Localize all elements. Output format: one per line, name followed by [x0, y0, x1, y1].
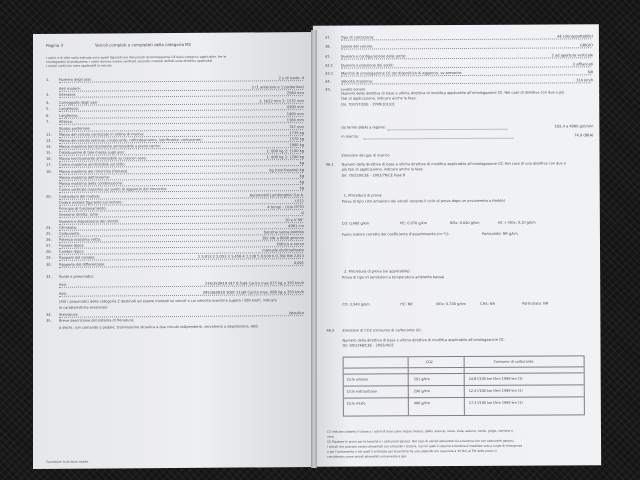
footnote-line: e per l'avviamento e nei quali il serbatoio per la benzina ha una capacità non superiore a 15 litri, ai fini delle prove si [327, 448, 497, 454]
item-number: 29. [46, 255, 52, 260]
item-value: 1: 800 kg 2: 1100 kg [266, 149, 304, 154]
item-value: 1: 800 kg 2: 1200 kg [266, 155, 304, 160]
footnote: Cancellare la dicitura inutile. [46, 459, 90, 464]
book-spine [311, 30, 317, 468]
item-value: 1900 mm [286, 112, 304, 117]
co-value: CO: 3,540 g/km [342, 302, 370, 307]
item-value: 314 km/h [576, 78, 594, 83]
item-label: Interasse: [59, 92, 77, 97]
item-label: Massa massima del rimorchio (frenato): [59, 169, 129, 174]
dotted-line [341, 66, 591, 68]
item-number: 15. [46, 150, 52, 155]
noise-still-label: da fermo dB(A) a regime: [341, 125, 386, 130]
item-number: 6. [46, 113, 50, 118]
item-label: Carico verticale massimo sul punto di aggancio del rimorchio: [59, 187, 168, 192]
co2-title: Emissioni di CO2 /consumo di carburante (il): [342, 328, 422, 333]
item-value: 2 ad apertura verticale [551, 53, 594, 58]
item-label: Potenza massima netta: [59, 237, 102, 242]
item-label: Iniezione diretta: sì/no [59, 212, 99, 217]
item-value: 4300 mm [286, 105, 304, 110]
item-label: Assi: [59, 282, 68, 287]
item-label: Rapporto del differenziale: [59, 262, 106, 267]
item-number: 14. [46, 144, 52, 149]
item-value: Automobili Lamborghini S.p.A. [249, 193, 304, 198]
item-number: 46.2 [326, 328, 335, 333]
item-value: benzina senza piombo [263, 230, 304, 235]
item-value: kg [299, 174, 304, 179]
co2-text: Numero della direttiva di base e ultima direttiva di modifica applicabile all'omologazione CE. [342, 337, 505, 343]
item-value: 295/30ZR19 100Y 11xJ9 Carico max. 680 kg a 350 km/h [202, 290, 304, 295]
item-number: 44. [325, 79, 331, 84]
table-cell: Ciclo urbano [346, 377, 368, 382]
item-value: kg [299, 180, 304, 185]
item-label: (40) I pneumatici della categoria Z destinati ad essere montati su veicoli a cui velocità massima supera i 300 km/h, indicare [59, 298, 277, 304]
particulate-value: Particolato: NR [522, 301, 549, 306]
item-number: 11. [46, 132, 52, 137]
item-number: 18. [46, 169, 52, 174]
item-label: Massa massima tecnicamente ammissibile a pieno carico: [59, 144, 161, 149]
footnote-line: nero. [326, 434, 335, 439]
item-label: Massa massima dell'insieme: [59, 175, 111, 180]
emissions-title: Emissioni dei gas di scarico [341, 153, 390, 158]
item-label: Frizione (tipo): [59, 243, 85, 248]
item-value: 10 a V 90° [284, 218, 304, 223]
item-label: Costruttore del motore: [59, 194, 101, 199]
item-number: 16. [46, 156, 52, 161]
item-label: Assi: [59, 291, 68, 296]
item-label: Breve descrizione del sistema di frenatura: [59, 318, 135, 323]
emissions-text: più fasi di applicazione, indicare anche la fase: [341, 167, 424, 172]
item-value: 1: 1622 mm 2: 1532 mm [258, 99, 304, 104]
hc-value: HC: 0,070 g/km [399, 221, 428, 226]
item-label: Ruote e pneumatici: [59, 274, 95, 279]
item-value: GRIGIO [579, 43, 593, 48]
procedure-text: Prova di tipo I (Di emissioni dei veicoli durante il ciclo di prova dopo un avviamento a freddo) [341, 198, 505, 204]
item-label: Codice motore figurante sul motore: [59, 200, 123, 205]
item-number: 25. [46, 231, 52, 236]
dotted-line [341, 74, 591, 76]
item-value: idraulico [288, 311, 304, 316]
item-value: 2 (1 anteriore e 1 posteriore) [251, 85, 304, 90]
noise-text: fasi di applicazione, indicare anche la fase: [341, 96, 417, 101]
hc-value: HC: NR [400, 302, 413, 307]
item-label: Colore del veicolo: [340, 44, 374, 49]
item-number: 20. [46, 194, 52, 199]
item-value: 4 tempi - ciclo OTTO [267, 205, 304, 210]
noise-directive: Dir. 70/157/CEE - 1999/101/CE [341, 102, 395, 107]
item-number: 26. [46, 237, 52, 242]
item-number: 4. [46, 100, 50, 105]
table-header: CO2 [425, 360, 433, 365]
item-number: 38. [324, 44, 331, 49]
intro-line: omologazioni di produzione, i valori devono essere verificati secondo i metodi definiti nelle direttive applicabili. [46, 58, 214, 64]
page-header: Veicoli completi o completati della categoria M1 [95, 41, 192, 48]
item-label: Carico massimo ammissibile sul tetto: [59, 162, 126, 167]
footnote-line: considerano come veicoli alimentati unicamente a gas. [327, 454, 408, 459]
smoke-label: Fumo (valore corretto del coefficiente d'assorbimento (m⁻¹)): [341, 232, 449, 237]
intro-line: I campi vuoti non sono applicabili al veicolo. [46, 63, 113, 68]
item-value: sì [301, 211, 304, 216]
item-label: Principio di funzionamento: [59, 206, 107, 211]
footnote-line: (1) Indicare soltanto il colore o i colori di base come segue: bianco, giallo, arancio, rosso, viola, azzurro, verde, grigio, marrone o [326, 428, 513, 434]
item-label: Cambio (tipo): [59, 249, 85, 254]
noise-drive-value: 74,9 dB(A) [574, 133, 594, 138]
item-label: Numero e posizione dei sedili: [341, 63, 394, 68]
item-value: 1900 kg [289, 143, 304, 148]
item-value: 2 e di ruote: 4 [278, 76, 304, 81]
item-value: kg [299, 161, 304, 166]
dotted-line [341, 57, 591, 59]
left-page [33, 32, 314, 469]
item-label: Tipo di carrozzeria: [340, 35, 375, 40]
item-label: Sterzatura: [59, 312, 79, 317]
item-number: 41. [324, 54, 331, 59]
nox-value: NOx: 0,040 g/km [449, 220, 480, 226]
item-number: 35. [46, 318, 52, 323]
item-label: Massa del veicolo (escluso conducente, raffreddamento, lubrificante, carburante): [59, 137, 203, 143]
item-label: Carburante: [59, 231, 80, 236]
dotted-line [341, 82, 591, 84]
emissions-directive: Dir. 70/220/CEE - 2003/76/CE Fase B [341, 173, 406, 178]
table-cell: Ciclo misto [346, 401, 366, 406]
item-number: 43.1 [325, 71, 334, 76]
table-cell: 24,8 l/100 km l/km 1999 km (1) [468, 376, 523, 381]
item-value: 4,091 [293, 261, 304, 266]
item-value: manuale elettroattuato [262, 248, 304, 253]
item-label: Lunghezza: [59, 106, 79, 111]
item-number: 1. [46, 77, 50, 82]
item-number: 12. [46, 138, 52, 143]
item-number: 17. [46, 162, 52, 167]
item-value: kg (non frenato) kg [269, 168, 304, 173]
item-value: bidisco a secco [276, 242, 304, 247]
co-value: CO: 0,480 g/km [341, 221, 370, 226]
item-value: 1735 kg [289, 131, 304, 136]
hcnox-value: HC + NOx: 0,10 g/km [497, 220, 536, 225]
dotted-line [341, 47, 591, 49]
item-label: Numero e configurazione delle porte: [340, 54, 407, 59]
item-label: Massa del veicolo carrozzato in ordine di marcia: [59, 132, 145, 137]
procedure-title: 1. Procedura di prova: [343, 193, 383, 198]
procedure-title: 2. Procedura di prova (se applicabile): [344, 269, 411, 274]
item-label: Sbalzo posteriore: [59, 126, 91, 131]
particulate-value: Particolato: NR g/km [481, 231, 518, 236]
emissions-text: Numero della direttiva di base e ultima direttiva di modifica applicabile all'omologazione CE. Nel caso di una direttiva con due o [341, 161, 566, 167]
table-cell: 12,4 l/100 km l/km 1999 km (1) [468, 388, 523, 393]
item-label: Massa massima della combinazione: [59, 181, 124, 186]
dotted-line [341, 38, 591, 40]
table-header: Consumo di carburante [493, 359, 534, 364]
item-number: 42.1 [325, 63, 334, 68]
item-number: 34. [46, 312, 52, 317]
item-number: 28. [46, 249, 52, 254]
item-label: Cilindrata: [59, 225, 78, 230]
table-cell: 296 g/km [413, 389, 430, 394]
item-label: Numero degli assi: [59, 77, 92, 82]
item-number: 45. [325, 87, 331, 92]
item-value: 747 mm [288, 125, 304, 130]
item-label: le caratteristiche essenziali: [59, 305, 109, 310]
co2-directive: Dir. 80/1268/CEE - 2003/4/CE [342, 343, 394, 348]
item-label: Distribuzione di tale massa sugli assi: [59, 150, 125, 155]
item-value: 1 3,913 2 2,053 3 1,458 4 1,138 5 0,939 6 0,784 RM 2,813 [197, 254, 304, 259]
table-cell: 591 g/km [413, 377, 430, 382]
table-cell: Ciclo extraurbano [346, 389, 377, 394]
item-label: Altezza: [59, 119, 73, 124]
footnote-line: i veicoli che possono essere alimentati con entrambi i sistemi, ma nei quali il sistema a benzina è installato solo a scopo di emergenza [327, 443, 523, 449]
item-number: 3. [46, 92, 50, 97]
item-value: AE (decappottabile) [557, 34, 593, 39]
item-value: 2560 mm [286, 91, 304, 96]
item-number: 5. [46, 106, 50, 111]
item-value: 4961 cm [288, 224, 304, 229]
item-label: Carreggiata degli assi: [59, 100, 99, 105]
item-label: Massa tecnicamente ammissibile su ciascun asse: [59, 156, 147, 161]
consumption-table [343, 355, 585, 416]
item-label: Numero e disposizione dei cilindri: [59, 219, 120, 224]
intro-line: I valori e le cifre sotto indicate sono quelli figuranti nei documenti di omologazione CE della categoria applicabile. Per le [46, 54, 227, 60]
item-value: NR [587, 70, 594, 75]
item-label: Assi motore: [59, 86, 81, 91]
procedure-text: Prova di tipo VI (emissioni a temperatura ambiente bassa) [342, 275, 445, 280]
item-value: 2 affiancati [572, 62, 594, 67]
page-label: Pagina 3 [46, 42, 64, 48]
table-cell: 17,3 l/100 km l/km 1999 km (1) [468, 400, 523, 405]
item-number: 7. [46, 119, 50, 124]
table-cell: 400 g/km [413, 401, 430, 406]
noise-still-value: 102,4 a 4000 giri/min [554, 124, 594, 129]
item-number: 24. [46, 225, 52, 230]
item-label: Livello sonoro [341, 87, 366, 92]
item-number: 30. [46, 262, 52, 267]
noise-drive-label: in marcia: [341, 134, 359, 139]
footnote-line: (2) Ripetere le prove per la benzina e i carburanti gassosi. Nel caso di veicoli alimentati sia a benzina che con carburanti gassosi, [327, 438, 515, 444]
nox-value: NOx: 0,330 g/km [436, 301, 467, 307]
item-value: L511 [295, 199, 304, 204]
item-label: Marchio di omologazione CE del dispositivo di aggancio, se presente: [341, 70, 463, 76]
dotted-line [363, 138, 513, 140]
item-value: 1184 mm [286, 118, 304, 123]
item-number: 37. [324, 35, 331, 40]
item-label: Rapporti del cambio: [59, 255, 96, 260]
dotted-line [387, 129, 507, 131]
item-label: Velocità massima: [341, 79, 373, 84]
item-value: 1570 kg [289, 137, 304, 142]
item-value: 382 kW a 8000 giri/min [261, 236, 304, 241]
noise-text: Numero della direttiva di base e ultima direttiva di modifica applicabile all'omologazione CE. Nel caso di direttive con due o più [341, 90, 565, 96]
item-number: 27. [46, 243, 52, 248]
item-label: a dischi, con comando a pedale, trasmissione idraulica a due circuiti indipendenti, servofreno a depressione, ABS [59, 324, 258, 330]
item-value: 235/35ZR19 91Y 8,5xJ9 Carico max 615 kg a 350 km/h [205, 281, 304, 286]
item-number: 46.1 [325, 162, 334, 167]
ch4-value: CH4: NR [480, 301, 495, 306]
item-number: 32. [46, 274, 52, 279]
item-value: kg [299, 186, 304, 191]
item-label: Larghezza: [59, 113, 79, 118]
right-page [313, 24, 601, 466]
